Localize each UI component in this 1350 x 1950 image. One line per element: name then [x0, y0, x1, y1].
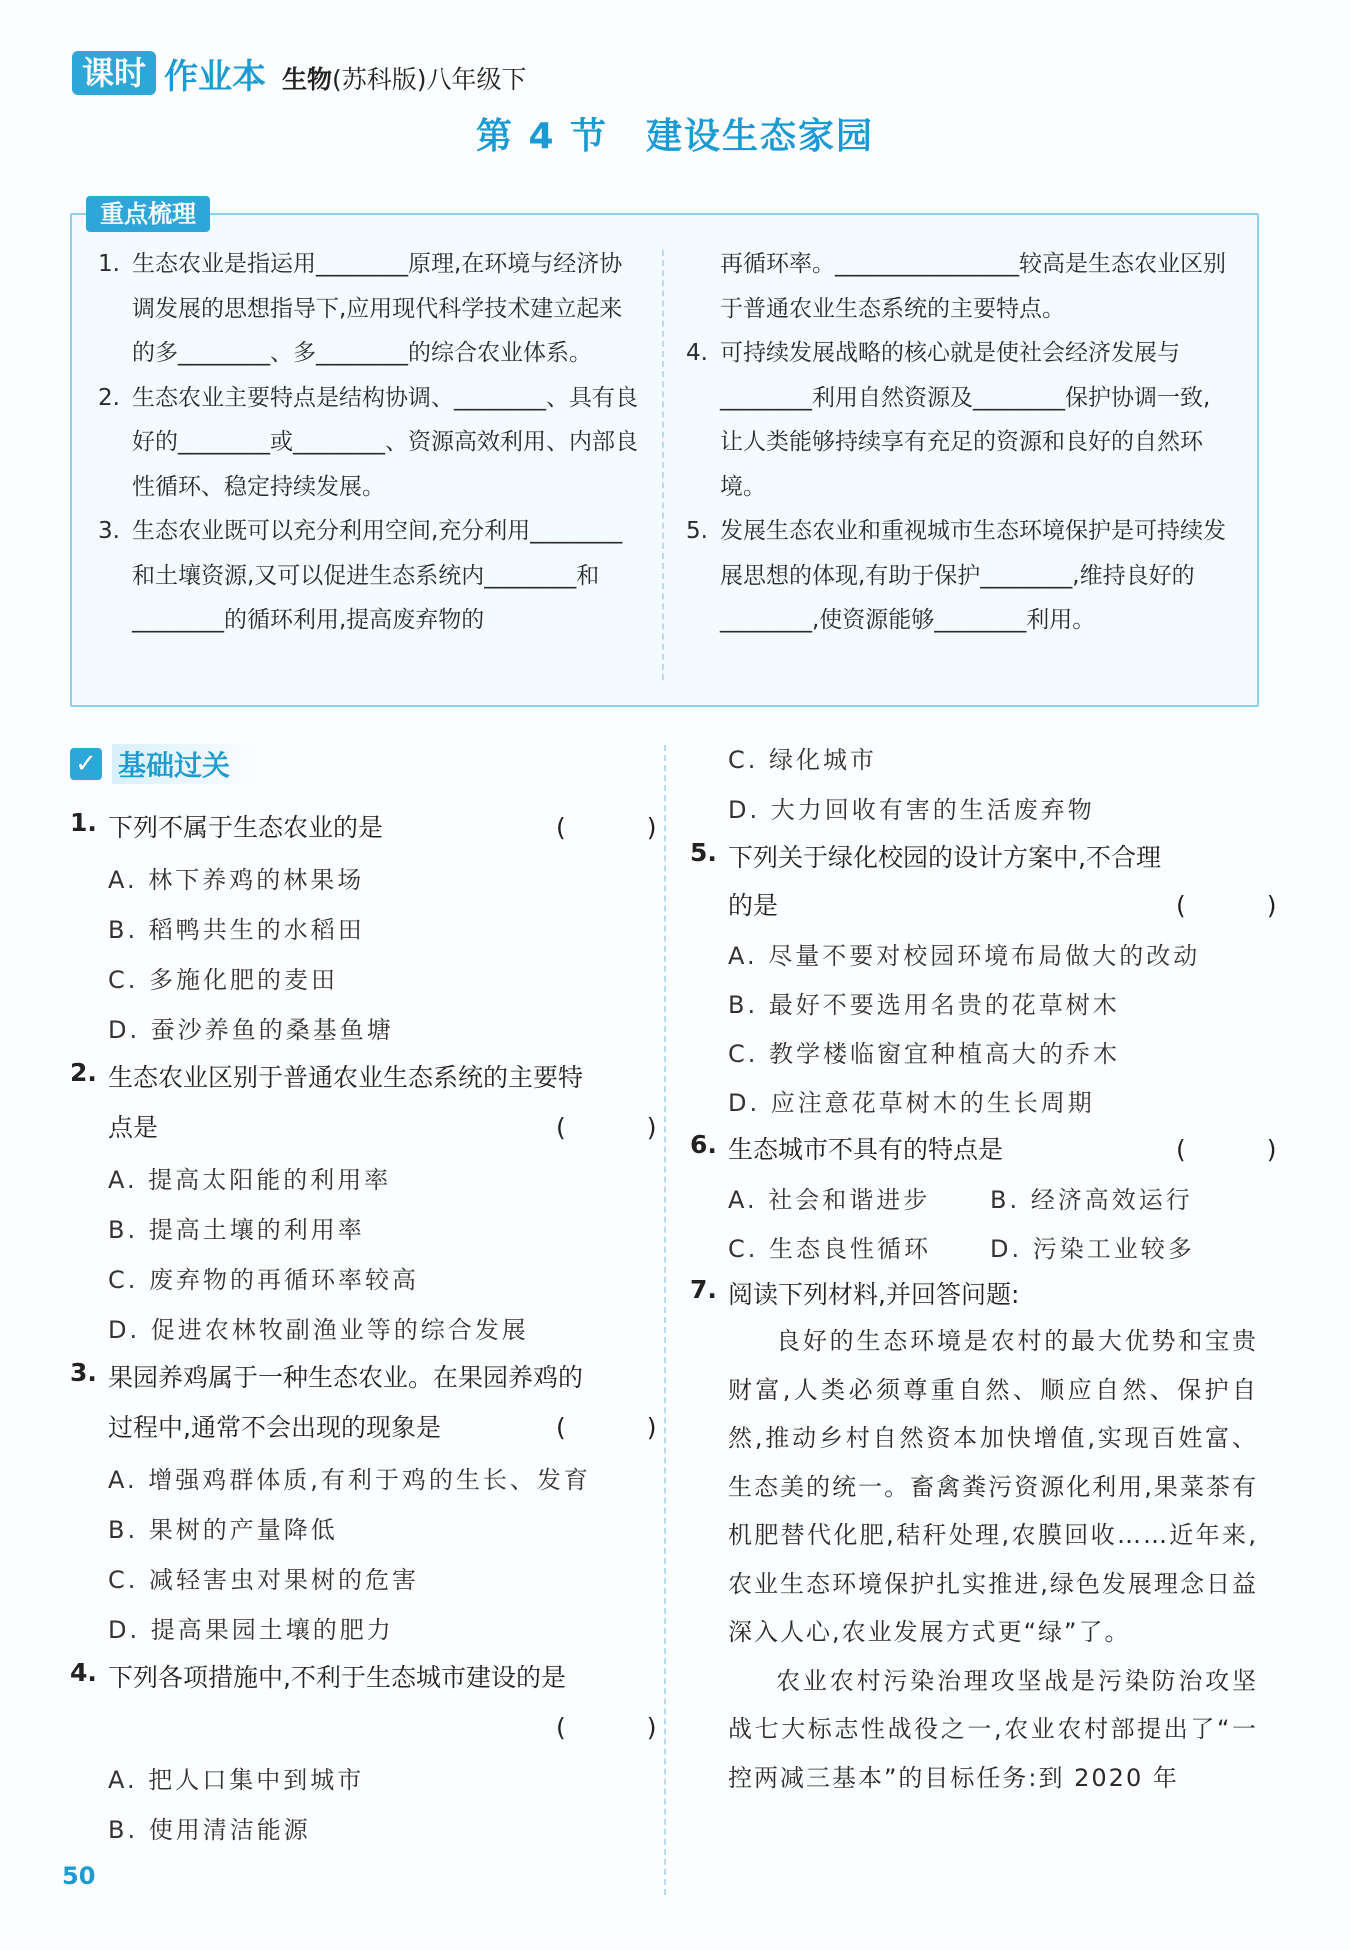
question-stem: 阅读下列材料,并回答问题:	[728, 1280, 1020, 1309]
key-point-item	[98, 509, 638, 643]
option[interactable]: C. 废弃物的再循环率较高	[108, 1266, 420, 1294]
question-number: 3.	[70, 1358, 97, 1387]
key-point-text: 生态农业既可以充分利用空间,充分利用________和土壤资源,又可以促进生态系统内________和________的循环利用,提高废弃物的	[132, 518, 623, 633]
question-stem: 下列各项措施中,不利于生态城市建设的是	[108, 1663, 566, 1692]
option[interactable]: B. 果树的产量降低	[108, 1516, 338, 1544]
answer-bracket[interactable]: ( )	[556, 813, 685, 842]
question-5	[690, 838, 1260, 872]
page-number: 50	[62, 1862, 96, 1890]
option[interactable]: A. 把人口集中到城市	[108, 1766, 365, 1794]
option[interactable]: B. 使用清洁能源	[108, 1816, 311, 1844]
option[interactable]: C. 生态良性循环	[728, 1235, 932, 1263]
key-point-item	[686, 331, 1231, 509]
option[interactable]: C. 减轻害虫对果树的危害	[108, 1566, 420, 1594]
key-point-item	[686, 509, 1231, 643]
question-2-cont	[70, 1108, 470, 1142]
question-number: 5.	[690, 838, 717, 867]
question-2	[70, 1058, 650, 1092]
answer-bracket[interactable]: ( )	[556, 1413, 685, 1442]
question-number: 6.	[690, 1130, 717, 1159]
passage-paragraph: 农业农村污染治理攻坚战是污染防治攻坚战七大标志性战役之一,农业农村部提出了“一控两减三基本”的目标任务:到 2020 年	[728, 1666, 1258, 1792]
question-3-cont	[70, 1408, 550, 1442]
exercise-heading-label: 基础过关	[112, 744, 260, 784]
question-stem: 下列关于绿化校园的设计方案中,不合理	[728, 843, 1161, 872]
option[interactable]: B. 稻鸭共生的水稻田	[108, 916, 365, 944]
question-stem-line2: 过程中,通常不会出现的现象是	[108, 1413, 441, 1442]
key-points-right-column	[686, 242, 1231, 643]
brand-text: 作业本	[164, 56, 267, 97]
key-point-number: 1.	[98, 251, 120, 277]
option[interactable]: C. 教学楼临窗宜种植高大的乔木	[728, 1040, 1121, 1068]
subject-bold: 生物	[282, 65, 333, 94]
option[interactable]: A. 增强鸡群体质,有利于鸡的生长、发育	[108, 1466, 591, 1494]
question-stem: 下列不属于生态农业的是	[108, 813, 384, 842]
key-point-text: 生态农业是指运用________原理,在环境与经济协调发展的思想指导下,应用现代科学技术建立起来的多________、多________的综合农业体系。	[132, 251, 623, 366]
question-stem: 果园养鸡属于一种生态农业。在果园养鸡的	[108, 1363, 584, 1392]
key-point-number: 3.	[98, 518, 120, 544]
question-5-cont	[690, 886, 990, 920]
answer-bracket[interactable]: ( )	[556, 1713, 685, 1742]
reading-passage	[728, 1317, 1258, 1802]
option[interactable]: D. 促进农林牧副渔业等的综合发展	[108, 1316, 529, 1344]
question-stem: 生态城市不具有的特点是	[728, 1135, 1004, 1164]
question-4	[70, 1658, 650, 1692]
key-point-text: 生态农业主要特点是结构协调、________、具有良好的________或________、资源高效利用、内部良性循环、稳定持续发展。	[132, 384, 638, 500]
option[interactable]: D. 污染工业较多	[990, 1235, 1195, 1263]
brand-box: 课时	[72, 51, 156, 95]
option[interactable]: A. 林下养鸡的林果场	[108, 866, 365, 894]
key-point-item	[686, 242, 1231, 331]
key-points-left-column	[98, 242, 638, 643]
option[interactable]: B. 最好不要选用名贵的花草树木	[728, 991, 1120, 1019]
question-6	[690, 1130, 1170, 1164]
key-point-item	[98, 242, 638, 376]
key-point-item	[98, 376, 638, 510]
option[interactable]: C. 多施化肥的麦田	[108, 966, 339, 994]
subject-rest: (苏科版)八年级下	[332, 65, 527, 94]
key-points-tag: 重点梳理	[86, 196, 210, 232]
key-point-text: 再循环率。________________较高是生态农业区别于普通农业生态系统的主要特点。	[720, 251, 1226, 322]
option[interactable]: C. 绿化城市	[728, 746, 878, 774]
option[interactable]: A. 尽量不要对校园环境布局做大的改动	[728, 942, 1201, 970]
question-7	[690, 1275, 1260, 1309]
question-stem: 生态农业区别于普通农业生态系统的主要特	[108, 1063, 584, 1092]
option[interactable]: D. 应注意花草树木的生长周期	[728, 1089, 1095, 1117]
section-title: 第 4 节 建设生态家园	[475, 116, 875, 157]
question-number: 1.	[70, 808, 97, 837]
option[interactable]: D. 大力回收有害的生活废弃物	[728, 796, 1095, 824]
key-point-number: 4.	[686, 340, 708, 366]
option[interactable]: D. 提高果园土壤的肥力	[108, 1616, 394, 1644]
answer-bracket[interactable]: ( )	[556, 1113, 685, 1142]
key-points-divider	[662, 250, 664, 680]
subject-line	[282, 60, 527, 96]
option[interactable]: A. 提高太阳能的利用率	[108, 1166, 392, 1194]
option[interactable]: B. 经济高效运行	[990, 1186, 1193, 1214]
key-point-text: 可持续发展战略的核心就是使社会经济发展与________利用自然资源及________保护协调一致,让人类能够持续享有充足的资源和良好的自然环境。	[720, 340, 1211, 500]
option[interactable]: B. 提高土壤的利用率	[108, 1216, 365, 1244]
option[interactable]: D. 蚕沙养鱼的桑基鱼塘	[108, 1016, 394, 1044]
question-3	[70, 1358, 650, 1392]
checkbox-icon: ✓	[70, 748, 102, 780]
exercise-heading	[70, 744, 260, 784]
question-number: 2.	[70, 1058, 97, 1087]
answer-bracket[interactable]: ( )	[1176, 1135, 1305, 1164]
answer-bracket[interactable]: ( )	[1176, 891, 1305, 920]
brand-logo	[72, 50, 266, 96]
question-stem-line2: 点是	[108, 1113, 159, 1142]
passage-paragraph: 良好的生态环境是农村的最大优势和宝贵财富,人类必须尊重自然、顺应自然、保护自然,推动乡村自然资本加快增值,实现百姓富、生态美的统一。畜禽粪污资源化利用,果菜茶有机肥替代化肥,秸秆处理,农膜回收……近年来,农业生态环境保护扎实推进,绿色发展理念日益深入人心,农业发展方式更“绿”了。	[728, 1327, 1258, 1646]
question-number: 7.	[690, 1275, 717, 1304]
key-point-number: 5.	[686, 518, 708, 544]
key-point-number: 2.	[98, 384, 120, 411]
key-point-text: 发展生态农业和重视城市生态环境保护是可持续发展思想的体现,有助于保护________,维持良好的________,使资源能够________利用。	[720, 518, 1226, 633]
question-number: 4.	[70, 1658, 97, 1687]
question-stem-line2: 的是	[728, 891, 779, 920]
option[interactable]: A. 社会和谐进步	[728, 1186, 931, 1214]
